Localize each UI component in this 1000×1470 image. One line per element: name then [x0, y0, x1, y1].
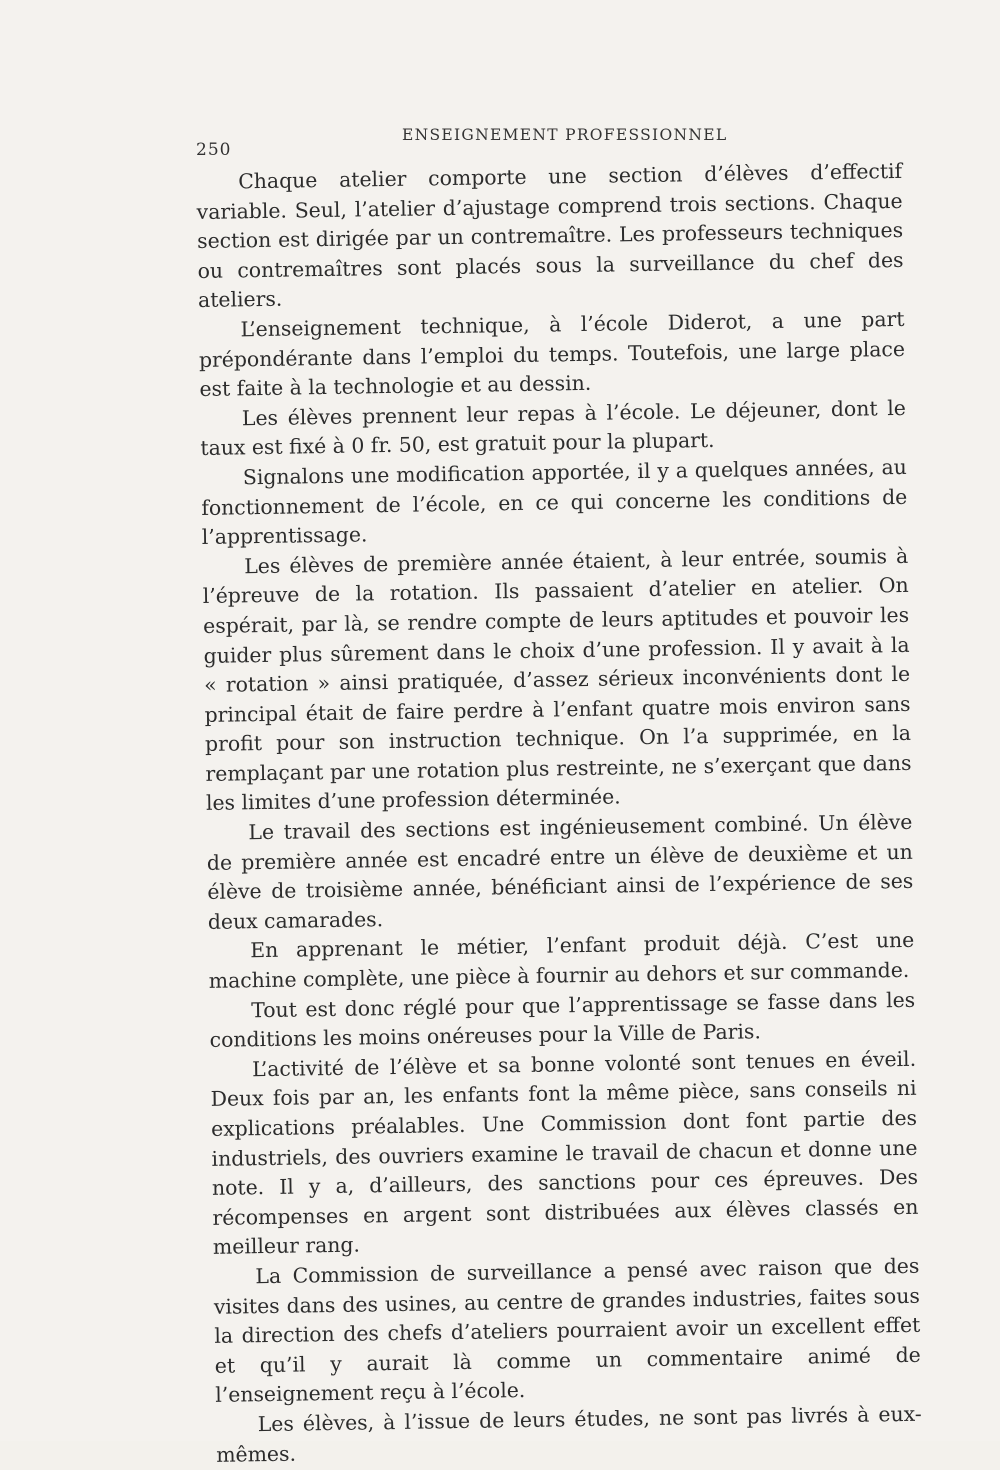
page-number: 250 — [196, 140, 232, 160]
paragraph: Les élèves de première année étaient, à leur entrée, soumis à l’épreuve de la rotation. Ils passaient d’atelier en atelier. On espérait, par là, se rendre compte de leurs aptitudes et pouvoir les guider plus sûrement dans le choix d’une profession. Il y avait à la « rotation » ainsi pratiquée, d’assez sérieux inconvénients dont le principal était de faire perdre à l’enfant quatre mois environ sans profit pour son instruction technique. On l’a supprimée, en la remplaçant par une rotation plus restreinte, ne s’exerçant que dans les limites d’une profession déterminée. — [202, 543, 912, 816]
body-text — [196, 157, 922, 1470]
paragraph: Chaque atelier comporte une section d’élèves d’effectif variable. Seul, l’atelier d’ajustage comprend trois sections. Chaque section est dirigée par un contremaître. Les professeurs techniques ou contremaîtres sont placés sous la surveillance du chef des ateliers. — [196, 158, 904, 313]
paragraph: L’activité de l’élève et sa bonne volonté sont tenues en éveil. Deux fois par an, les enfants font la même pièce, sans conseils ni explications préalables. Une Commission dont font partie des industriels, des ouvriers examine le travail de chacun et donne une note. Il y a, d’ailleurs, des sanctions pour ces épreuves. Des récompenses en argent sont distribuées aux élèves classés en meilleur rang. — [210, 1046, 919, 1260]
paragraph: En apprenant le métier, l’enfant produit déjà. C’est une machine complète, une pièce à fournir au dehors et sur commande. — [208, 928, 915, 993]
paragraph: Le travail des sections est ingénieusement combiné. Un élève de première année est encadré entre un élève de deuxième et un élève de troisième année, bénéficiant ainsi de l’expérience de ses deux camarades. — [206, 809, 914, 934]
paragraph: Les élèves, à l’issue de leurs études, ne sont pas livrés à eux-mêmes. — [216, 1401, 922, 1467]
paragraph: Les élèves prennent leur repas à l’école. Le déjeuner, dont le taux est fixé à 0 fr. 50, est gratuit pour la plupart. — [200, 395, 907, 461]
paragraph: Signalons une modification apportée, il y a quelques années, au fonctionnement de l’école, en ce qui concerne les conditions de l’apprentissage. — [201, 454, 908, 550]
paragraph: Tout est donc réglé pour que l’apprentissage se fasse dans les conditions les moins onéreuses pour la Ville de Paris. — [209, 987, 916, 1053]
paragraph: L’enseignement technique, à l’école Diderot, a une part prépondérante dans l’emploi du temps. Toutefois, une large place est faite à la technologie et au dessin. — [198, 306, 906, 402]
paragraph: La Commission de surveillance a pensé avec raison que des visites dans des usines, au centre de grandes industries, faites sous la direction des chefs d’ateliers pourraient avoir un excellent effet et qu’il y aurait là comme un commentaire animé de l’enseignement reçu à l’école. — [213, 1253, 921, 1408]
running-title: ENSEIGNEMENT PROFESSIONNEL — [402, 126, 728, 144]
